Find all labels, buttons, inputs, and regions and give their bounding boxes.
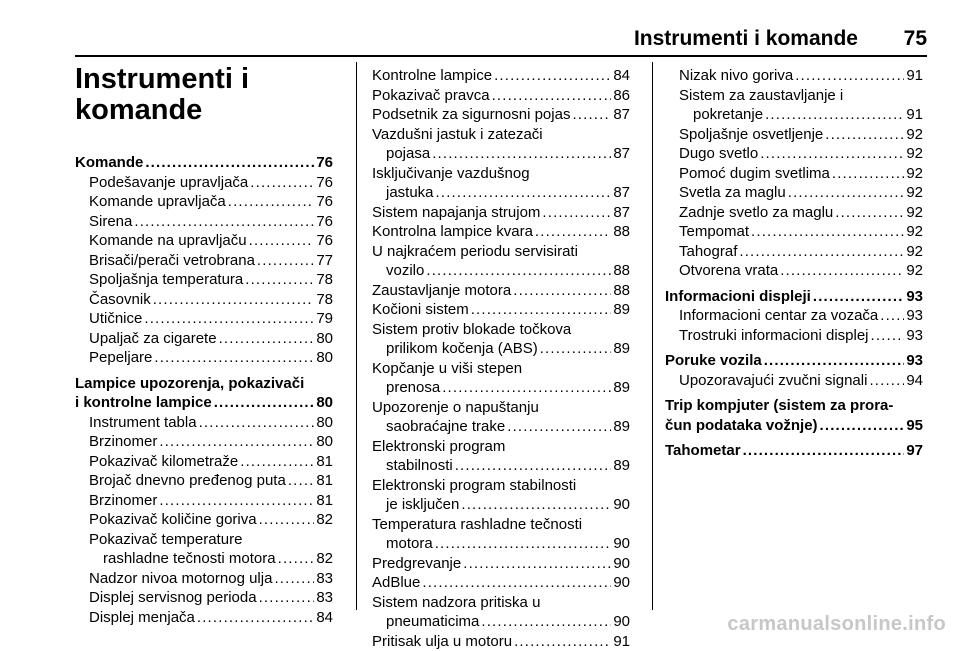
toc-entry[interactable]: Sirena . . . 76 <box>75 212 333 232</box>
toc-entry[interactable]: Isključivanje vazdušnog jastuka . . . 87 <box>372 164 630 203</box>
toc-section-lampice[interactable]: Lampice upozorenja, pokazivači i kontrolne lampice . . . 80 <box>75 374 333 413</box>
toc-entry[interactable]: Tempomat . . . 92 <box>665 222 923 242</box>
toc-entry[interactable]: Komande upravljača . . . 76 <box>75 192 333 212</box>
watermark: carmanualsonline.info <box>727 613 946 636</box>
page-header <box>0 0 960 66</box>
toc-section-informacioni-displeji[interactable]: Informacioni displeji . . . 93 <box>665 287 923 307</box>
toc-entry[interactable]: Sistem nadzora pritiska u pneumaticima . . . 90 <box>372 593 630 632</box>
toc-entry[interactable]: Brzinomer . . . 80 <box>75 432 333 452</box>
toc-entry[interactable]: Temperatura rashladne tečnosti motora . . . 90 <box>372 515 630 554</box>
toc-section-tahometar[interactable]: Tahometar . . . 97 <box>665 441 923 461</box>
toc-entry[interactable]: Instrument tabla . . . 80 <box>75 413 333 433</box>
running-header-title: Instrumenti i komande <box>634 27 858 51</box>
toc-entry[interactable]: Brojač dnevno pređenog puta . . . 81 <box>75 471 333 491</box>
toc-entry[interactable]: Otvorena vrata . . . 92 <box>665 261 923 281</box>
toc-entry[interactable]: U najkraćem periodu servisirati vozilo . . . 88 <box>372 242 630 281</box>
toc-entry[interactable]: Nadzor nivoa motornog ulja . . . 83 <box>75 569 333 589</box>
toc-entry[interactable]: Utičnice . . . 79 <box>75 309 333 329</box>
toc-entry[interactable]: Kontrolna lampice kvara . . . 88 <box>372 222 630 242</box>
toc-entry[interactable]: Brzinomer . . . 81 <box>75 491 333 511</box>
toc-entry[interactable]: Zaustavljanje motora . . . 88 <box>372 281 630 301</box>
page-number: 75 <box>904 27 927 51</box>
toc-entry[interactable]: Elektronski program stabilnosti . . . 89 <box>372 437 630 476</box>
toc-entry[interactable]: Tahograf . . . 92 <box>665 242 923 262</box>
toc-entry[interactable]: Spoljašnja temperatura . . . 78 <box>75 270 333 290</box>
header-rule <box>75 55 927 57</box>
toc-column-3 <box>665 66 923 461</box>
toc-entry[interactable]: Svetla za maglu . . . 92 <box>665 183 923 203</box>
toc-entry[interactable]: Pomoć dugim svetlima . . . 92 <box>665 164 923 184</box>
toc-entry[interactable]: Pokazivač temperature rashladne tečnosti motora . . . 82 <box>75 530 333 569</box>
toc-entry[interactable]: Nizak nivo goriva . . . 91 <box>665 66 923 86</box>
toc-entry[interactable]: Informacioni centar za vozača . . . 93 <box>665 306 923 326</box>
toc-entry[interactable]: Pritisak ulja u motoru . . . 91 <box>372 632 630 651</box>
toc-entry[interactable]: Spoljašnje osvetljenje . . . 92 <box>665 125 923 145</box>
toc-section-komande[interactable]: Komande . . . 76 <box>75 153 333 173</box>
toc-entry[interactable]: Kontrolne lampice . . . 84 <box>372 66 630 86</box>
toc-entry[interactable]: Časovnik . . . 78 <box>75 290 333 310</box>
column-divider <box>356 62 357 610</box>
toc-entry[interactable]: Pokazivač količine goriva . . . 82 <box>75 510 333 530</box>
toc-entry[interactable]: Zadnje svetlo za maglu . . . 92 <box>665 203 923 223</box>
toc-entry[interactable]: Podešavanje upravljača . . . 76 <box>75 173 333 193</box>
toc-entry[interactable]: Trostruki informacioni displej . . . 93 <box>665 326 923 346</box>
toc-entry[interactable]: Podsetnik za sigurnosni pojas . . . 87 <box>372 105 630 125</box>
toc-entry[interactable]: Pepeljare . . . 80 <box>75 348 333 368</box>
toc-column-1 <box>75 63 333 627</box>
toc-entry[interactable]: Upozoravajući zvučni signali . . . 94 <box>665 371 923 391</box>
toc-section-trip-kompjuter[interactable]: Trip kompjuter (sistem za prora- čun podataka vožnje) . . . 95 <box>665 396 923 435</box>
toc-entry[interactable]: Displej menjača . . . 84 <box>75 608 333 628</box>
toc-entry[interactable]: Kopčanje u viši stepen prenosa . . . 89 <box>372 359 630 398</box>
toc-entry[interactable]: Brisači/perači vetrobrana . . . 77 <box>75 251 333 271</box>
toc-entry[interactable]: Elektronski program stabilnosti je isključen . . . 90 <box>372 476 630 515</box>
toc-entry[interactable]: Kočioni sistem . . . 89 <box>372 300 630 320</box>
toc-entry[interactable]: Displej servisnog perioda . . . 83 <box>75 588 333 608</box>
toc-entry[interactable]: Pokazivač pravca . . . 86 <box>372 86 630 106</box>
toc-entry[interactable]: Komande na upravljaču . . . 76 <box>75 231 333 251</box>
toc-entry[interactable]: AdBlue . . . 90 <box>372 573 630 593</box>
toc-entry[interactable]: Predgrevanje . . . 90 <box>372 554 630 574</box>
toc-section-poruke-vozila[interactable]: Poruke vozila . . . 93 <box>665 351 923 371</box>
toc-entry[interactable]: Sistem protiv blokade točkova prilikom kočenja (ABS) . . . 89 <box>372 320 630 359</box>
toc-entry[interactable]: Vazdušni jastuk i zatezači pojasa . . . 87 <box>372 125 630 164</box>
chapter-title: Instrumenti i komande <box>75 64 333 126</box>
toc-entry[interactable]: Pokazivač kilometraže . . . 81 <box>75 452 333 472</box>
toc-entry[interactable]: Sistem napajanja strujom . . . 87 <box>372 203 630 223</box>
toc-entry[interactable]: Upaljač za cigarete . . . 80 <box>75 329 333 349</box>
column-divider <box>652 62 653 610</box>
toc-column-2 <box>372 66 630 651</box>
toc-entry[interactable]: Dugo svetlo . . . 92 <box>665 144 923 164</box>
toc-entry[interactable]: Upozorenje o napuštanju saobraćajne trake . . . 89 <box>372 398 630 437</box>
toc-entry[interactable]: Sistem za zaustavljanje i pokretanje . . . 91 <box>665 86 923 125</box>
